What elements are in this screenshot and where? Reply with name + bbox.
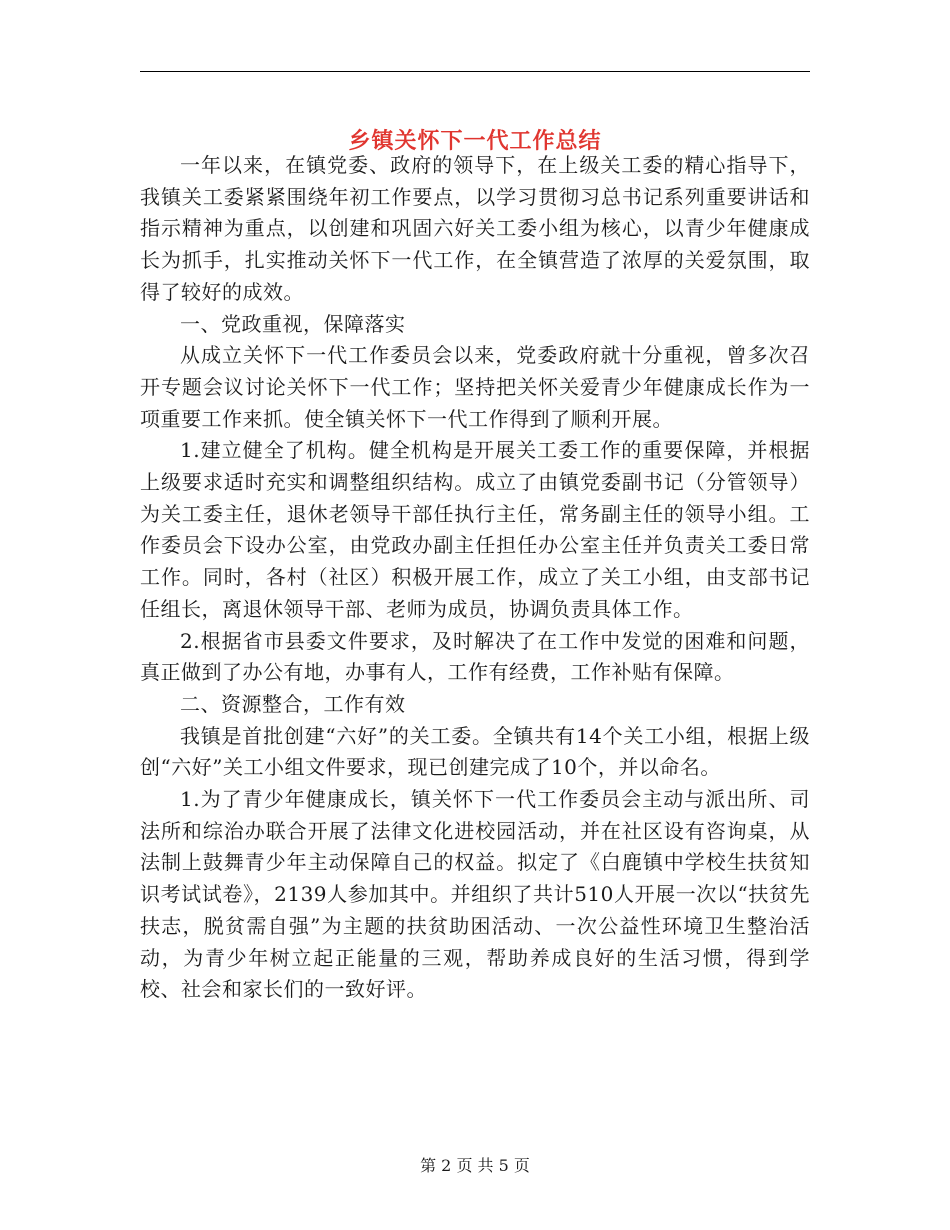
paragraph-item-1-1: 1.建立健全了机构。健全机构是开展关工委工作的重要保障，并根据上级要求适时充实和调整组织结构。成立了由镇党委副书记（分管领导）为关工委主任，退休老领导干部任执行主任，常务副主任的领导小组。工作委员会下设办公室，由党政办副主任担任办公室主任并负责关工委日常工作。同时，各村（社区）积极开展工作，成立了关工小组，由支部书记任组长，离退休领导干部、老师为成员，协调负责具体工作。 — [140, 438, 810, 621]
section-heading-1: 一、党政重视，保障落实 — [180, 311, 406, 336]
page-number: 第 2 页 共 5 页 — [420, 1156, 530, 1175]
section-heading-2: 二、资源整合，工作有效 — [180, 691, 406, 716]
paragraph-item-1-2: 2.根据省市县委文件要求，及时解决了在工作中发觉的困难和问题，真正做到了办公有地，办事有人，工作有经费，工作补贴有保障。 — [140, 628, 810, 685]
paragraph-section-1: 从成立关怀下一代工作委员会以来，党委政府就十分重视，曾多次召开专题会议讨论关怀下一代工作；坚持把关怀关爱青少年健康成长作为一项重要工作来抓。使全镇关怀下一代工作得到了顺利开展。 — [140, 343, 810, 431]
header-rule — [140, 71, 810, 72]
document-title: 乡镇关怀下一代工作总结 — [348, 127, 602, 154]
paragraph-item-2-1: 1.为了青少年健康成长，镇关怀下一代工作委员会主动与派出所、司法所和综治办联合开展了法律文化进校园活动，并在社区设有咨询桌，从法制上鼓舞青少年主动保障自己的权益。拟定了《白鹿镇中学校生扶贫知识考试试卷》，2139人参加其中。并组织了共计510人开展一次以“扶贫先扶志，脱贫需自强”为主题的扶贫助困活动、一次公益性环境卫生整治活动，为青少年树立起正能量的三观，帮助养成良好的生活习惯，得到学校、社会和家长们的一致好评。 — [140, 787, 810, 1002]
document-body — [140, 150, 810, 1006]
paragraph-section-2: 我镇是首批创建“六好”的关工委。全镇共有14个关工小组，根据上级创“六好”关工小组文件要求，现已创建完成了10个，并以命名。 — [140, 723, 810, 780]
paragraph-intro: 一年以来，在镇党委、政府的领导下，在上级关工委的精心指导下，我镇关工委紧紧围绕年初工作要点，以学习贯彻习总书记系列重要讲话和指示精神为重点，以创建和巩固六好关工委小组为核心，以青少年健康成长为抓手，扎实推动关怀下一代工作，在全镇营造了浓厚的关爱氛围，取得了较好的成效。 — [140, 153, 810, 304]
